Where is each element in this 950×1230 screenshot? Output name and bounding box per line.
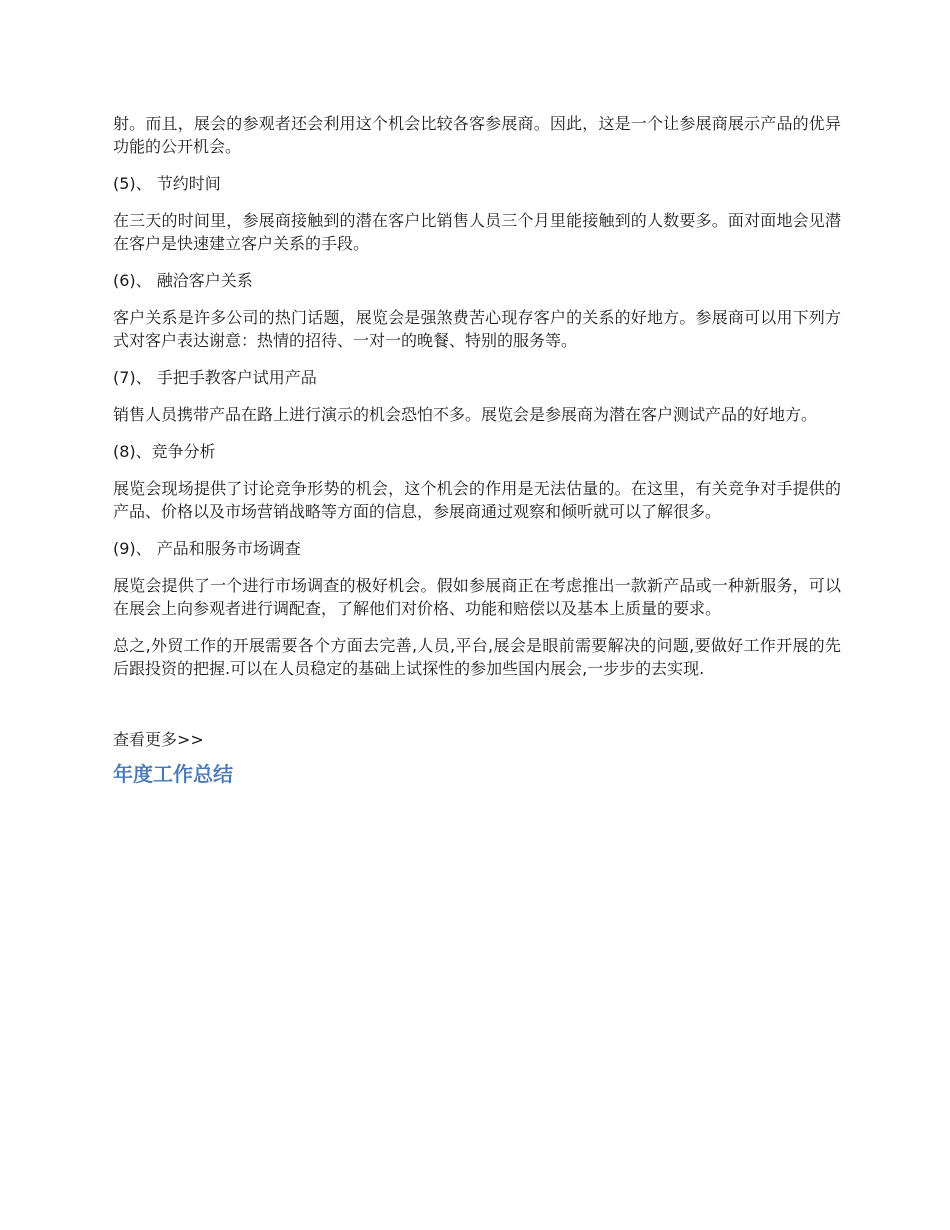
heading-save-time: (5)、 节约时间 <box>113 174 221 193</box>
paragraph-save-time: 在三天的时间里，参展商接触到的潜在客户比销售人员三个月里能接触到的人数要多。面对面地会见潜在客户是快速建立客户关系的手段。 <box>113 211 841 253</box>
paragraph-market-research: 展览会提供了一个进行市场调查的极好机会。假如参展商正在考虑推出一款新产品或一种新服务，可以在展会上向参观者进行调配查，了解他们对价格、功能和赔偿以及基本上质量的要求。 <box>113 576 841 618</box>
document-page <box>113 112 841 788</box>
paragraph-summary: 总之,外贸工作的开展需要各个方面去完善,人员,平台,展会是眼前需要解决的问题,要做好工作开展的先后跟投资的把握.可以在人员稳定的基础上试探性的参加些国内展会,一步步的去实现. <box>113 636 841 678</box>
paragraph-customer-relations: 客户关系是许多公司的热门话题，展览会是强煞费苦心现存客户的关系的好地方。参展商可以用下列方式对客户表达谢意：热情的招待、一对一的晚餐、特别的服务等。 <box>113 308 841 350</box>
paragraph-competition-analysis: 展览会现场提供了讨论竞争形势的机会，这个机会的作用是无法估量的。在这里，有关竞争对手提供的产品、价格以及市场营销战略等方面的信息，参展商通过观察和倾听就可以了解很多。 <box>113 479 841 521</box>
heading-product-trial: (7)、 手把手教客户试用产品 <box>113 368 317 387</box>
heading-customer-relations: (6)、 融洽客户关系 <box>113 271 253 290</box>
annual-work-summary-link[interactable]: 年度工作总结 <box>113 762 233 786</box>
paragraph-product-trial: 销售人员携带产品在路上进行演示的机会恐怕不多。展览会是参展商为潜在客户测试产品的好地方。 <box>113 405 818 424</box>
heading-competition-analysis: (8)、竞争分析 <box>113 442 216 461</box>
view-more-link[interactable]: 查看更多>> <box>113 730 204 749</box>
heading-market-research: (9)、 产品和服务市场调查 <box>113 539 301 558</box>
paragraph-intro: 射。而且，展会的参观者还会利用这个机会比较各客参展商。因此，这是一个让参展商展示产品的优异功能的公开机会。 <box>113 114 841 156</box>
